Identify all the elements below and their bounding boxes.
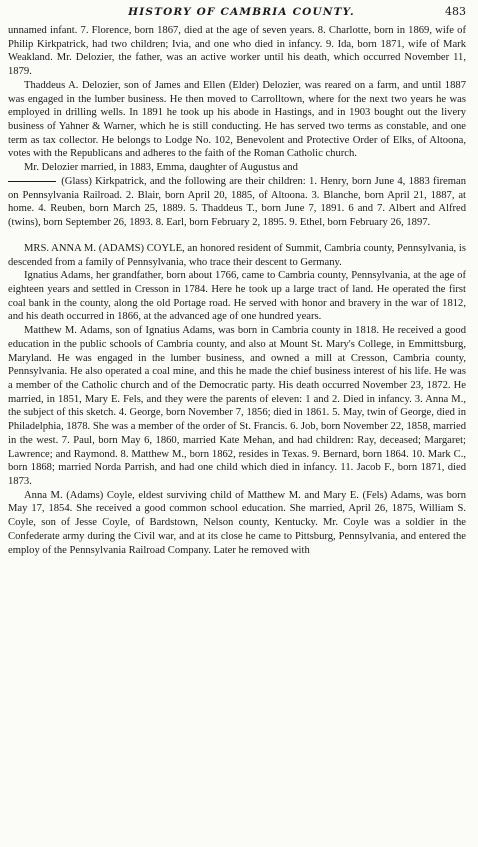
- paragraph-ignatius-adams: Ignatius Adams, her grandfather, born about 1766, came to Cambria county, Pennsylvania, at the age of eighteen years and settled in Cresson in 1784. Here he took up a large tract of land. He operated the first coal bank in the county, along the old Portage road. He served with honor and bravery in the war of 1812, and his death occurred in 1866, at the advanced age of one hundred years.: [8, 270, 466, 323]
- paragraph-matthew-adams: Matthew M. Adams, son of Ignatius Adams, was born in Cambria county in 1818. He received a good education in the public schools of Cambria county, and also at Mount St. Mary's College, in Emmittsburg, Maryland. He was engaged in the lumber business, and owned a mill at Cresson, Cambria county, Pennsylvania. He also operated a coal mine, and this he made the chief business interest of his life. He was a member of the Catholic church and of the Democratic party. His death occurred November 23, 1872. He married, in 1851, Mary E. Fels, and they were the parents of eleven: 1 and 2. Died in infancy. 3. Anna M., the subject of this sketch. 4. George, born November 7, 1856; died in 1861. 5. May, twin of George, died in Philadelphia, 1878. She was a member of the order of St. Francis. 6. Job, born November 22, 1858, married in the west. 7. Paul, born May 6, 1860, married Kate Mehan, and had children: Ray, deceased; Margaret; Lawrence; and Raymond. 8. Matthew M., born 1862, resides in Texas. 9. Bernard, born 1864. 10. Mark C., born 1868; married Norda Parrish, and had one child which died in infancy. 11. Jacob F., born 1871, died 1873.: [8, 325, 466, 487]
- section-gap: [8, 230, 466, 242]
- paragraph-delozier-marriage: Mr. Delozier married, in 1883, Emma, daughter of Augustus and: [24, 162, 298, 174]
- paragraph-continued: unnamed infant. 7. Florence, born 1867, died at the age of seven years. 8. Charlotte, born in 1869, wife of Philip Kirkpatrick, had two children; Ivia, and one who died in infancy. 9. Ida, born 1871, wife of Mark Weakland. Mr. Delozier, the father, was an active worker until his death, which occurred November 11, 1879.: [8, 25, 466, 78]
- page-body: [8, 24, 466, 557]
- paragraph-thaddeus-delozier: Thaddeus A. Delozier, son of James and Ellen (Elder) Delozier, was reared on a farm, and until 1887 was engaged in the lumber business. He then moved to Carrolltown, where for the next two years he was employed in drilling wells. In 1891 he took up his abode in Hastings, and in 1903 bought out the livery business of Yahner & Warner, which he is still conducting. He has served two terms as constable, and one term as tax collector. He belongs to Lodge No. 102, Benevolent and Protective Order of Elks, of Altoona, votes with the Republicans and adheres to the faith of the Roman Catholic church.: [8, 79, 466, 160]
- page-header-title: HISTORY OF CAMBRIA COUNTY.: [128, 6, 355, 18]
- blank-name-rule: [8, 181, 56, 182]
- paragraph-delozier-children-text: (Glass) Kirkpatrick, and the following are their children: 1. Henry, born June 4, 1883 fireman on Pennsylvania Railroad. 2. Blair, born April 20, 1885, of Altoona. 3. Blanche, born April 21, 1887, at home. 4. Reuben, born March 25, 1889. 5. Thaddeus T., born June 7, 1891. 6 and 7. Albert and Alfred (twins), born September 26, 1893. 8. Earl, born February 2, 1895. 9. Ethel, born February 26, 1897.: [8, 175, 466, 229]
- page-number: 483: [445, 5, 466, 18]
- running-header: [8, 4, 466, 20]
- paragraph-anna-adams-coyle: Anna M. (Adams) Coyle, eldest surviving child of Matthew M. and Mary E. (Fels) Adams, was born May 17, 1854. She received a good common school education. She married, April 26, 1875, William S. Coyle, son of Jesse Coyle, of Bardstown, Nelson county, Kentucky. Mr. Coyle was a soldier in the Confederate army during the Civil war, and at its close he came to Pittsburg, Pennsylvania, and entered the employ of the Pennsylvania Railroad Company. Later he removed with: [8, 489, 466, 556]
- paragraph-delozier-children: [8, 175, 466, 230]
- paragraph-anna-coyle-intro: MRS. ANNA M. (ADAMS) COYLE, an honored resident of Summit, Cambria county, Pennsylvania, is descended from a family of Pennsylvania, who trace their descent to Germany.: [8, 242, 466, 268]
